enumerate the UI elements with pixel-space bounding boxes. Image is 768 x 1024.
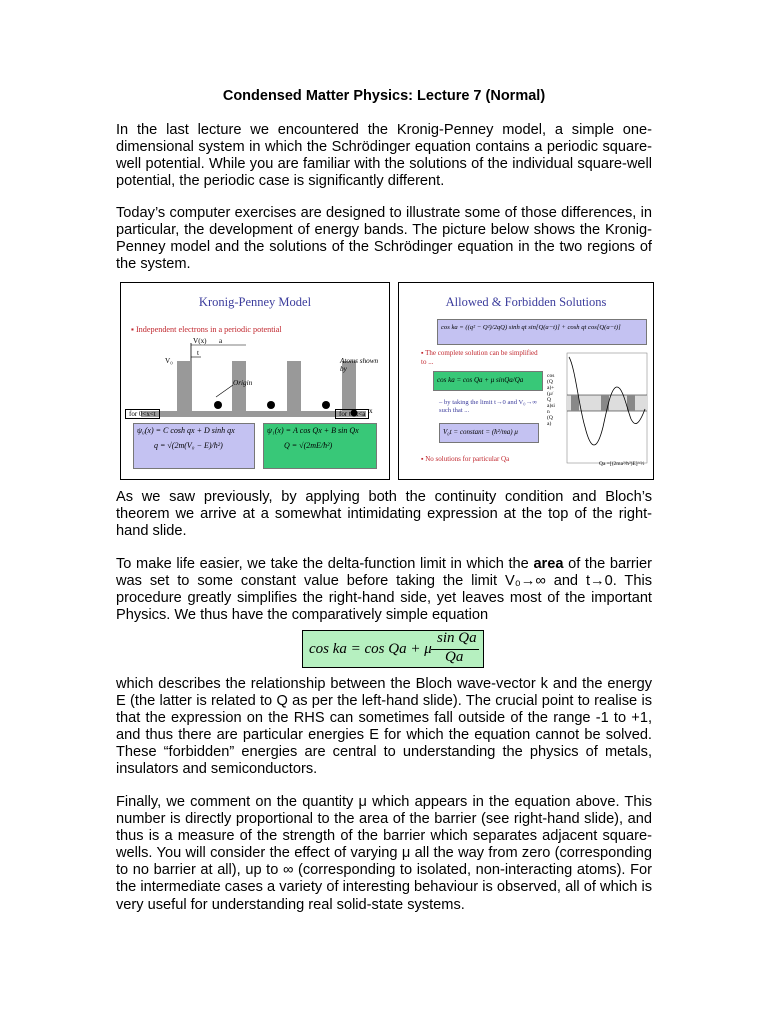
no-solution-bullet: ▪ No solutions for particular Qa [421, 455, 510, 463]
a-label: a [219, 337, 223, 345]
simplified-eq: cos ka = cos Qa + μ sinQa/Qa [433, 371, 543, 391]
forbidden-region [601, 395, 609, 411]
bullet-text: No solutions for particular Qa [425, 455, 510, 463]
plot-caption: Qa =[(2ma²/ħ²)E]^½ [599, 461, 645, 467]
text-run: of the barrier was set to some constant value before taking the limit V₀→∞ and t→0. This procedure greatly simplifies the right-hand side, yet leaves most of the important Physics. We thus have the comparatively simple equation [116, 556, 653, 624]
psi-right-eq: ψ₁(x) = A cos Qx + B sin Qx [267, 426, 359, 435]
equation-numerator: sin Qa [437, 630, 477, 646]
atom-marker [267, 401, 275, 409]
intro-paragraph: In the last lecture we encountered the Kronig-Penney model, a simple one-dimensional system in which the Schrödinger equation contains a periodic square-well potential. While you are familiar with the solutions of the individual square-well potential, the periodic case is significantly different. [116, 122, 652, 190]
page-title: Condensed Matter Physics: Lecture 7 (Normal) [222, 88, 546, 104]
full-solution-eq: cos ka = ((q² − Q²)/2qQ) sinh qt sin[Q(a−t)] + cosh qt cos[Q(a−t)] [437, 319, 647, 345]
constant-eq: V₀t = constant = (ħ²/ma) μ [439, 423, 539, 443]
base [141, 411, 366, 417]
forbidden-region [571, 395, 579, 411]
atom-marker [214, 401, 222, 409]
slides-figure [118, 282, 653, 478]
relationship-paragraph: which describes the relationship between the Bloch wave-vector k and the energy E (the latter is related to Q as per the left-hand slide). The crucial point to realise is that the expression on the RHS can sometimes fall outside of the range -1 to +1, and thus there are particular energies E for which the equation cannot be solved. These “forbidden” energies are central to understanding the physics of metals, insulators and semiconductors. [116, 676, 652, 778]
area-emphasis: area [533, 556, 564, 572]
barrier [232, 361, 246, 415]
allowed-forbidden-slide [398, 282, 654, 480]
atom-marker [322, 401, 330, 409]
solution-box-left [133, 423, 255, 469]
solution-box-right [263, 423, 377, 469]
continuity-paragraph: As we saw previously, by applying both the continuity condition and Bloch’s theorem we arrive at a somewhat intimidating expression at the top of the right-hand slide. [116, 489, 652, 540]
barrier [177, 361, 191, 415]
v-axis-label: V(x) [193, 337, 207, 345]
band-plot [549, 347, 649, 469]
origin-pointer [216, 385, 233, 397]
v0-label: V₀ [165, 357, 173, 365]
origin-label: Origin [233, 379, 253, 387]
plot-y-label: cos(Qa)+(μ/Qa)sin(Qa) [547, 373, 555, 427]
text-run: To make life easier, we take the delta-function limit in which the [116, 556, 534, 572]
psi-left-eq: ψ₀(x) = C cosh qx + D sinh qx [137, 426, 235, 435]
bullet-text: The complete solution can be simplified to ... [421, 349, 538, 366]
t-label: t [197, 349, 199, 357]
forbidden-region [627, 395, 635, 411]
bullet-text: Independent electrons in a periodic potential [135, 325, 282, 334]
kronig-penney-slide [120, 282, 390, 480]
mu-paragraph: Finally, we comment on the quantity μ which appears in the equation above. This number is directly proportional to the area of the barrier (see right-hand slide), and thus is a measure of the strength of the barrier which separates adjacent square-wells. You will consider the effect of varying μ all the way from zero (corresponding to no barrier at all), up to ∞ (corresponding to isolated, non-interacting atoms). For the intermediate cases a variety of interesting behaviour is observed, all of which is very useful for understanding real solid-state systems. [116, 794, 652, 913]
barrier [287, 361, 301, 415]
region-label-right: for t<x<a [335, 409, 369, 419]
slide-title-left: Kronig-Penney Model [198, 295, 312, 309]
delta-limit-paragraph [116, 556, 652, 624]
Q-eq: Q = √(2mE/ħ²) [284, 441, 333, 450]
q-eq: q = √(2m(V₀ − E)/ħ²) [154, 441, 223, 450]
limit-note: – by taking the limit t→0 and V₀→∞ such that ... [439, 399, 537, 414]
equation-denominator: Qa [445, 649, 464, 665]
slide-title-right: Allowed & Forbidden Solutions [445, 295, 607, 309]
exercise-paragraph: Today’s computer exercises are designed to illustrate some of those differences, in particular, the development of energy bands. The picture below shows the Kronig-Penney model and the solutions of the Schrödinger equation in the two regions of the system. [116, 205, 652, 273]
x-axis-label: x [369, 407, 373, 415]
simplify-bullet: ▪ The complete solution can be simplified to ... [421, 349, 538, 366]
equation-lhs: cos ka = cos Qa + μ [309, 641, 432, 657]
main-equation [302, 630, 484, 668]
slide-bullet-left: ▪ Independent electrons in a periodic potential [131, 325, 282, 334]
region-label-left: for 0<x<t [125, 409, 160, 419]
atoms-label: Atoms shown by [340, 357, 379, 373]
